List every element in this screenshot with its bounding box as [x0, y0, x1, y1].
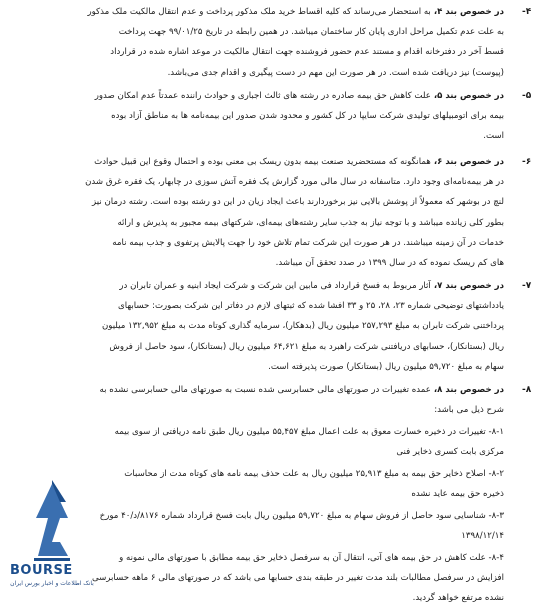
- paragraph-line: ۸-۱- تغییرات در ذخیره خسارت معوق به علت اعمال مبلغ ۵۵,۴۵۷ میلیون ریال طبق نامه دریافتی از سوی بیمه: [114, 427, 504, 437]
- paragraph-number: ۷-: [522, 281, 532, 291]
- paragraph-line: در خصوص بند ۶، همانگونه که مستحضرید صنعت بیمه بدون ریسک بی معنی بوده و احتمال وقوع این قبیل حوادث: [94, 157, 504, 167]
- paragraph-line: خدمات در آن زمینه میباشند. در هر صورت این شرکت تمام تلاش خود را جهت پالایش پرتفوی و جذب بیمه نامه: [112, 237, 504, 248]
- paragraph-line: بیمه برای اتومبیلهای تولیدی شرکت سایپا در کل کشور و محدود شدن صدور این بیمه‌نامه ها به مناطق آزاد بوده: [111, 111, 504, 122]
- paragraph-line: ۸-۳- شناسایی سود حاصل از فروش سهام به مبلغ ۵۹,۷۲۰ میلیون ریال بابت فسخ قرارداد شماره ۸۱۷۶/د/۴۰ مورخ: [99, 511, 504, 521]
- paragraph-7: [24, 276, 534, 377]
- logo-subtitle: بانک اطلاعات و اخبار بورس ایران: [10, 580, 94, 587]
- paragraph-line: در خصوص بند ۷، آثار مربوط به فسخ قرارداد فی مابین این شرکت و شرکت ایجاد ابنیه و عمران تابران در: [119, 281, 504, 291]
- subitem-8-4: [24, 548, 504, 609]
- paragraph-line: نشده مرتفع خواهد گردید.: [412, 593, 504, 604]
- logo-wordmark: BOURSE: [10, 563, 73, 578]
- paragraph-line: لنچ در بوشهر که معمولاً از پوشش بالایی نیز برخوردارند باعث ایجاد زیان در این دو رشته بوده است. رشته درمان نیز: [92, 197, 504, 208]
- paragraph-number: ۸-: [522, 385, 532, 395]
- paragraph-line: است.: [483, 131, 504, 142]
- subitem-8-2: [84, 464, 504, 504]
- paragraph-number: ۵-: [522, 91, 532, 101]
- paragraph-4: [24, 2, 534, 83]
- paragraph-line: به علت عدم تکمیل مراحل اداری پایان کار ساختمان میباشد. در همین رابطه در تاریخ ۹۹/۰۱/۲۵ جهت پرداخت: [118, 27, 504, 38]
- paragraph-line: در خصوص بند ۵، علت کاهش حق بیمه صادره در رشته های ثالث اجباری و حوادث راننده عمدتاً عدم امکان صدور: [94, 91, 504, 101]
- subitem-8-3: [84, 506, 504, 546]
- paragraph-line: افزایش در سرفصل مطالبات بلند مدت تغییر در طبقه بندی حسابها می باشد که در صورتهای مالی ۶ ماهه حسابرسی: [91, 573, 504, 584]
- paragraph-line: قسط آخر در دفترخانه اقدام و مستند عدم حضور فروشنده جهت انتقال مالکیت در موعد اشاره شده در قرارداد: [110, 47, 504, 58]
- paragraph-line: شرح ذیل می باشد:: [434, 405, 504, 416]
- subitem-8-1: [24, 422, 504, 462]
- paragraph-6: [24, 152, 534, 273]
- paragraph-line: پرداختنی شرکت تابران به مبلغ ۲۵۷,۲۹۳ میلیون ریال (بدهکار)، سرمایه گذاری کوتاه مدت به مبلغ ۱۳۲,۹۵۲ میلیون: [101, 321, 504, 332]
- paragraph-line: ریال (بستانکار)، حسابهای دریافتنی شرکت راهبرد به مبلغ ۶۴,۶۲۱ میلیون ریال (بستانکار)، سود حاصل از فروش: [109, 341, 504, 352]
- paragraph-line: ۸-۲- اصلاح ذخایر حق بیمه به مبلغ ۲۵,۹۱۳ میلیون ریال به علت حذف بیمه نامه های کوتاه مدت از محاسبات: [124, 469, 504, 479]
- paragraph-number: ۶-: [522, 157, 532, 167]
- paragraph-line: ۸-۴- علت کاهش در حق بیمه های آتی، انتقال آن به سرفصل ذخایر حق بیمه مطابق با صورتهای مالی نمونه و: [119, 553, 504, 563]
- paragraph-8: [24, 380, 534, 420]
- paragraph-line: بطور کلی زیانده میباشد و با توجه نیاز به جذب سایر رشته‌های بیمه‌ای، شرکتهای بیمه مجبور به پذیرش و ارائه: [117, 217, 504, 228]
- paragraph-line: سهام به مبلغ ۵۹,۷۲۰ میلیون ریال (بستانکار) صورت پذیرفته است.: [268, 361, 504, 372]
- paragraph-line: ۱۳۹۸/۱۲/۱۴: [461, 531, 504, 542]
- paragraph-line: های کم ریسک نموده که در سال ۱۳۹۹ در صدد تحقق آن میباشد.: [275, 258, 504, 269]
- paragraph-line: در خصوص بند ۴، به استحضار می‌رساند که کلیه اقساط خرید ملک مذکور پرداخت و عدم انتقال مالکیت ملک مذکور: [87, 7, 504, 17]
- paragraph-line: یادداشتهای توضیحی شماره ۲۳، ۲۸، ۲۵ و ۳۳ افشا شده که ثبتهای لازم در دفاتر این شرکت بصورت: حسابهای: [118, 301, 504, 312]
- paragraph-line: در خصوص بند ۸، عمده تغییرات در صورتهای مالی حسابرسی شده نسبت به صورتهای مالی حسابرسی نشده به: [99, 385, 504, 395]
- paragraph-line: در هر بیمه‌نامه‌ای وجود دارد. متاسفانه در سال مالی مورد گزارش یک فقره آتش سوزی در چابهار، یک فقره غرق شدن: [85, 177, 504, 188]
- paragraph-line: (پیوست) نیز دریافت شده است. در هر صورت این مهم در دست پیگیری و اقدام جدی می‌باشد.: [167, 67, 504, 78]
- paragraph-5: [24, 86, 534, 147]
- paragraph-line: ذخیره حق بیمه عاید نشده: [411, 489, 504, 500]
- paragraph-number: ۴-: [522, 7, 532, 17]
- paragraph-line: مرکزی بابت کسری ذخایر فنی: [396, 447, 504, 458]
